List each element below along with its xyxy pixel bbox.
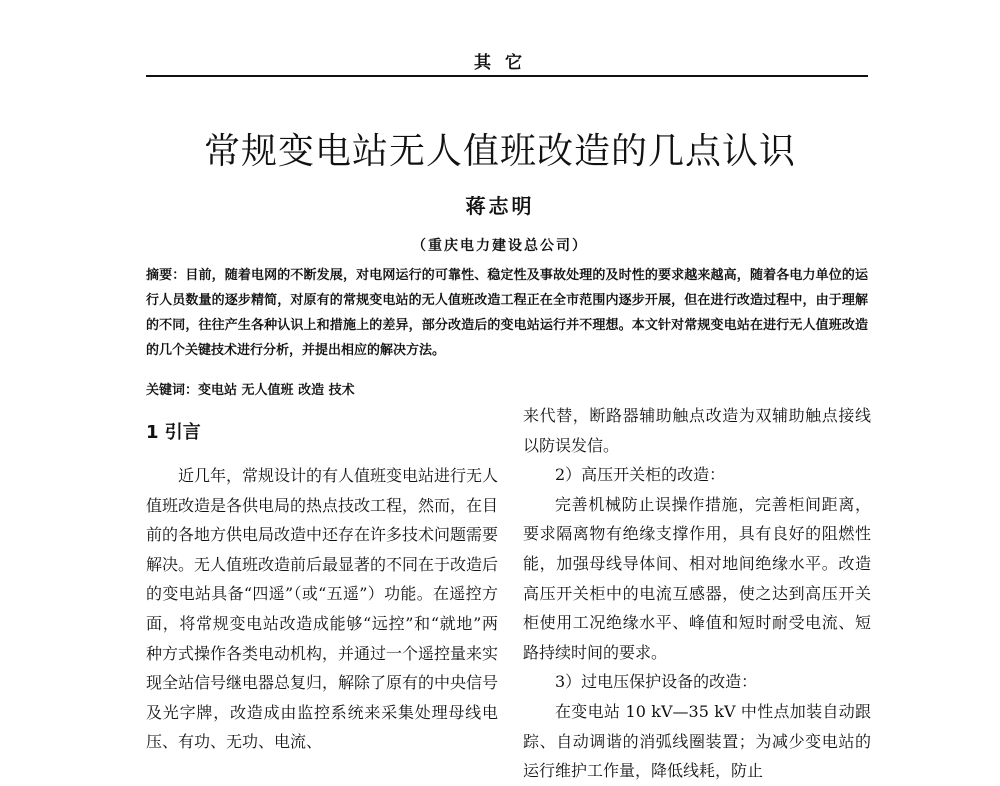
author-name: 蒋志明 <box>465 194 535 218</box>
abstract <box>146 263 868 363</box>
keywords-label: 关键词： <box>146 383 199 398</box>
item-3-text: 在变电站 10 kV—35 kV 中性点加装自动跟踪、自动调谐的消弧线圈装置；为减少变电站的运行维护工作量，降低线耗，防止 <box>523 701 871 781</box>
author-affiliation: （重庆电力建设总公司） <box>412 238 588 254</box>
item-3-title: 3）过电压保护设备的改造： <box>555 672 758 692</box>
abstract-label: 摘要： <box>146 268 186 283</box>
item-2-title: 2）高压开关柜的改造： <box>555 465 726 485</box>
keywords-text: 变电站 无人值班 改造 技术 <box>198 383 355 398</box>
section-heading-introduction: 1 引言 <box>146 422 201 443</box>
introduction-paragraph: 近几年，常规设计的有人值班变电站进行无人值班改造是各供电局的热点技改工程，然而，在目前的各地方供电局改造中还存在许多技术问题需要解决。无人值班改造前后最显著的不同在于改造后的变电站具备“四遥”（或“五遥”）功能。在遥控方面，将常规变电站改造成能够“远控”和“就地”两种方式操作各类电动机构，并通过一个遥控量来实现全站信号继电器总复归，解除了原有的中央信号及光字牌，改造成由监控系统来采集处理母线电压、有功、无功、电流、 <box>146 466 499 752</box>
item-2-text: 完善机械防止误操作措施，完善柜间距离，要求隔离物有绝缘支撑作用，具有良好的阻燃性能，加强母线导体间、相对地间绝缘水平。改造高压开关柜中的电流互感器，使之达到高压开关柜使用工况绝缘水平、峰值和短时耐受电流、短路持续时间的要求。 <box>523 494 871 662</box>
article-title: 常规变电站无人值班改造的几点认识 <box>203 131 796 172</box>
right-paragraph-continued: 来代替，断路器辅助触点改造为双辅助触点接线以防误发信。 <box>523 406 871 455</box>
left-column <box>146 418 498 757</box>
abstract-text: 目前，随着电网的不断发展，对电网运行的可靠性、稳定性及事故处理的及时性的要求越来越高，随着各电力单位的运行人员数量的逐步精简，对原有的常规变电站的无人值班改造工程正在全市范围内逐步开展，但在进行改造过程中，由于理解的不同，往往产生各种认识上和措施上的差异，部分改造后的变电站运行并不理想。本文针对常规变电站在进行无人值班改造的几个关键技术进行分析，并提出相应的解决方法。 <box>146 268 868 358</box>
section-header: 其 它 <box>474 53 526 73</box>
right-column <box>523 401 871 786</box>
keywords <box>146 380 868 402</box>
header-rule <box>146 75 868 77</box>
